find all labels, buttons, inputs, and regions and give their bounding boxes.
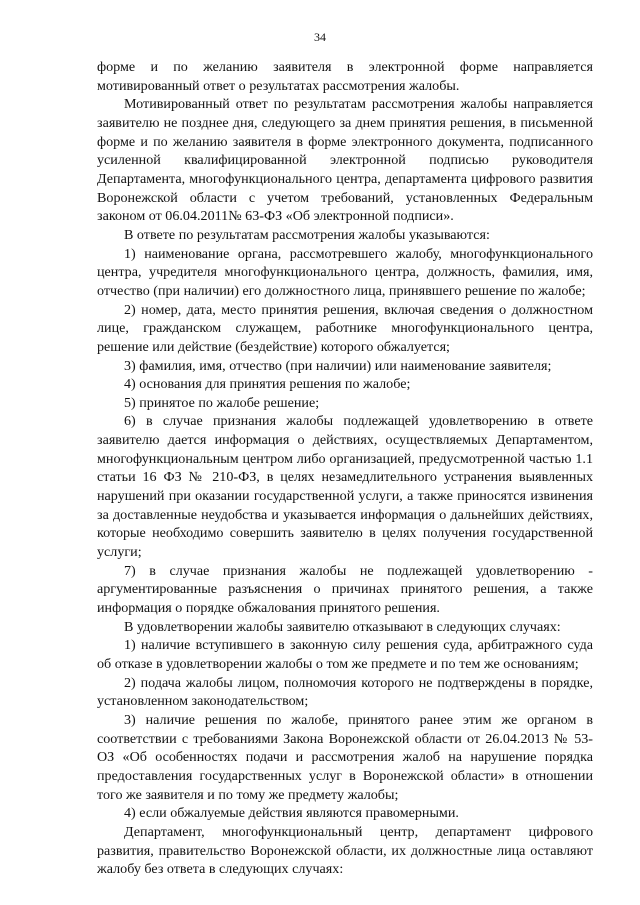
list-item-2-decision-details: 2) номер, дата, место принятия решения, включая сведения о должностном лице, гражданском служащем, работнике многофункционального центра, решение или действие (бездействие) которого обжалуется; — [97, 301, 593, 355]
list-item-7-complaint-rejected: 7) в случае признания жалобы не подлежащей удовлетворению - аргументированные разъяснения о причинах принятого решения, а также информация о порядке обжалования принятого решения. — [97, 562, 593, 617]
refusal-case-3-prior-decision: 3) наличие решения по жалобе, принятого ранее этим же органом в соответствии с требованиями Закона Воронежской области от 26.04.2013 № 53-ОЗ «Об особенностях подачи и рассмотрения жалоб на нарушение порядка предоставления государственных услуг в Воронежской области» в отношении того же заявителя и по тому же предмету жалобы; — [97, 711, 593, 803]
list-item-4-grounds: 4) основания для принятия решения по жалобе; — [124, 376, 411, 393]
paragraph-motivated-answer: Мотивированный ответ по результатам рассмотрения жалобы направляется заявителю не позднее дня, следующего за днем принятия решения, в письменной форме и по желанию заявителя в форме электронного документа, подписанного усиленной квалифицированной электронной подписью руководителя Департамента, многофункционального центра, департамента цифрового развития Воронежской области с учетом требований, установленных Федеральным законом от 06.04.2011№ 63-ФЗ «Об электронной подписи». — [97, 96, 593, 225]
list-item-3-applicant-name: 3) фамилия, имя, отчество (при наличии) или наименование заявителя; — [124, 357, 552, 374]
paragraph-no-answer-cases: Департамент, многофункциональный центр, департамент цифрового развития, правительство Воронежской области, их должностные лица оставляют жалобу без ответа в следующих случаях: — [97, 823, 593, 878]
refusal-case-4-lawful-actions: 4) если обжалуемые действия являются правомерными. — [124, 805, 459, 822]
page-number: 34 — [314, 30, 326, 44]
list-item-6-complaint-satisfied: 6) в случае признания жалобы подлежащей удовлетворению в ответе заявителю дается информация о действиях, осуществляемых Департаментом, многофункциональным центром либо организацией, предусмотренной частью 1.1 статьи 16 ФЗ № 210-ФЗ, в целях незамедлительного устранения выявленных нарушений при оказании государственной услуги, а также приносятся извинения за доставленные неудобства и указывается информация о дальнейших действиях, которые необходимо совершить заявителю в целях получения государственной услуги; — [97, 413, 593, 561]
paragraph-intro-continuation: форме и по желанию заявителя в электронной форме направляется мотивированный ответ о результатах рассмотрения жалобы. — [97, 59, 593, 94]
list-item-5-decision: 5) принятое по жалобе решение; — [124, 394, 320, 411]
paragraph-refusal-cases-heading: В удовлетворении жалобы заявителю отказывают в следующих случаях: — [124, 618, 561, 635]
document-body — [97, 58, 593, 879]
refusal-case-1-court-decision: 1) наличие вступившего в законную силу решения суда, арбитражного суда об отказе в удовлетворении жалобы о том же предмете и по тем же основаниям; — [97, 637, 593, 672]
refusal-case-2-unauthorized-person: 2) подача жалобы лицом, полномочия которого не подтверждены в порядке, установленном законодательством; — [97, 674, 593, 710]
paragraph-answer-contents-heading: В ответе по результатам рассмотрения жалобы указываются: — [124, 226, 490, 243]
list-item-1-organ-name: 1) наименование органа, рассмотревшего жалобу, многофункционального центра, учредителя многофункционального центра, должность, фамилия, имя, отчество (при наличии) его должностного лица, принявшего решение по жалобе; — [97, 245, 593, 299]
